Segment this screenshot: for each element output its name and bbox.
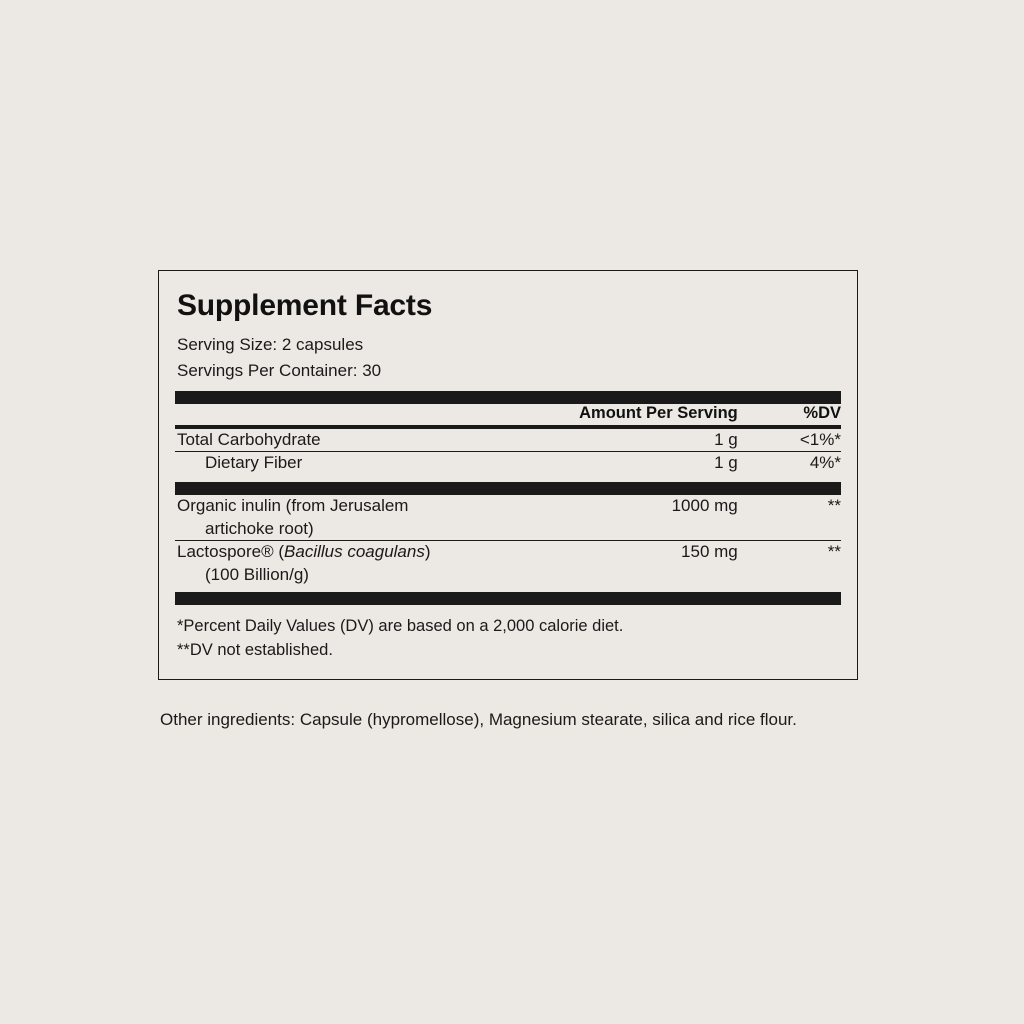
servings-per-container-text: Servings Per Container: 30 — [177, 360, 382, 380]
table-header-row — [175, 404, 841, 423]
ingredient-name-line2: (100 Billion/g) — [205, 564, 309, 584]
ingredient-amount: 150 mg — [681, 542, 738, 562]
page-title: Supplement Facts — [177, 289, 433, 322]
table-row — [175, 429, 841, 452]
ingredient-latin-name: Bacillus coagulans — [284, 542, 425, 562]
header-amount-per-serving: Amount Per Serving — [579, 404, 738, 422]
nutrient-amount: 1 g — [714, 453, 738, 473]
header-spacer — [175, 404, 548, 423]
ingredient-name-line1: Organic inulin (from Jerusalem — [177, 496, 409, 516]
ingredient-name — [175, 541, 548, 586]
ingredient-name-line1 — [177, 542, 431, 561]
nutrients-table — [175, 429, 841, 474]
divider-thick-bottom — [175, 592, 841, 605]
ingredient-dv: ** — [748, 495, 841, 540]
serving-size-text: Serving Size: 2 capsules — [177, 335, 364, 354]
footnote-daily-value: *Percent Daily Values (DV) are based on a 2,000 calorie diet. — [177, 616, 624, 635]
ingredient-name-close: ) — [424, 542, 431, 562]
nutrient-dv: <1%* — [748, 429, 841, 452]
ingredient-dv: ** — [827, 542, 841, 562]
ingredients-table — [175, 495, 841, 586]
ingredient-name — [175, 495, 548, 540]
footnote-dv-not-established: **DV not established. — [177, 640, 333, 659]
ingredient-brand: Lactospore® ( — [177, 542, 285, 562]
divider-thick-top — [175, 391, 841, 404]
nutrient-amount: 1 g — [548, 429, 748, 452]
divider-thick-middle — [175, 482, 841, 495]
nutrient-dv: 4%* — [809, 453, 841, 473]
ingredient-amount: 1000 mg — [548, 495, 748, 540]
ingredient-name-line2: artichoke root) — [205, 518, 314, 538]
table-row — [175, 495, 841, 540]
nutrient-name: Dietary Fiber — [205, 453, 303, 473]
supplement-facts-panel — [158, 270, 858, 680]
nutrition-table — [175, 404, 841, 423]
supplement-facts-content — [159, 271, 857, 679]
nutrient-name: Total Carbohydrate — [175, 429, 548, 452]
table-row — [175, 452, 841, 475]
other-ingredients-text: Other ingredients: Capsule (hypromellose), Magnesium stearate, silica and rice flour. — [160, 710, 797, 729]
header-percent-dv: %DV — [803, 404, 841, 422]
table-row — [175, 541, 841, 586]
